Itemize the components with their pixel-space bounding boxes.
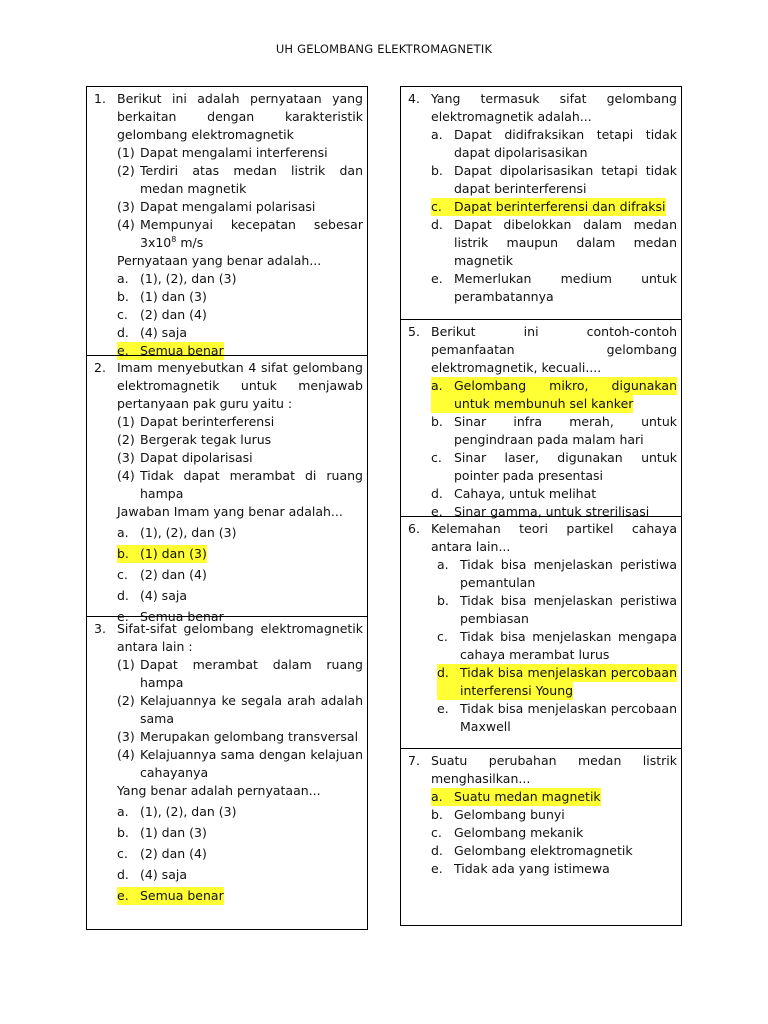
left-column [86,86,368,930]
text-line: magnetik [454,253,513,268]
text-line: Gelombang elektromagnetik [454,843,633,858]
text-line: Tidak bisa menjelaskan peristiwa [460,557,677,572]
answer-option[interactable] [431,485,677,503]
item-text [140,144,363,162]
question-stem-line: antara lain... [431,539,511,554]
item-text [460,700,677,736]
text-line: Tidak ada yang istimewa [454,861,610,876]
item-text [140,306,363,324]
text-line: Mempunyai kecepatan sebesar [140,217,363,232]
question-body [431,520,677,736]
answer-option[interactable] [431,162,677,198]
item-text [140,728,363,746]
item-text [140,803,363,821]
text-line: Tidak dapat merambat di ruang [140,468,363,483]
option-label: b. [437,593,449,608]
item-text [460,628,677,664]
question-row [408,323,677,521]
item-text [140,692,363,728]
answer-option[interactable] [117,803,363,821]
option-label: a. [431,788,454,806]
option-label: d. [117,867,129,882]
option-label: d. [431,217,443,232]
speed-base: 3x10 [140,235,172,250]
option-label: a. [117,525,129,540]
option-label: a. [431,127,443,142]
question-stem-line: Imam menyebutkan 4 sifat gelombang [117,360,363,375]
text-line: Gelombang bunyi [454,807,565,822]
question-stem-line: Kelemahan teori partikel cahaya [431,521,677,536]
right-column [400,86,682,926]
text-line: Dapat berinterferensi [140,414,275,429]
answer-option[interactable] [431,824,677,842]
item-text [454,270,677,306]
text-line: Kelajuannya ke segala arah adalah [140,693,363,708]
question-1 [87,87,367,358]
item-text [140,431,363,449]
text-line: dapat dipolarisasikan [454,145,588,160]
question-row [94,620,363,905]
question-row [94,359,363,626]
answer-option[interactable] [117,587,363,605]
option-label: b. [431,163,443,178]
question-body [117,620,363,905]
text-line: Suatu medan magnetik [454,789,601,804]
text-line: Dapat merambat dalam ruang [140,657,363,672]
statement-label: (3) [117,450,135,465]
item-text [454,788,677,806]
question-number: 4. [408,91,420,106]
text-line: Tidak bisa menjelaskan percobaan [460,701,677,716]
text-line: (4) saja [140,867,187,882]
answer-option[interactable] [431,842,677,860]
text-line: Bergerak tegak lurus [140,432,272,447]
answer-option[interactable] [117,824,363,842]
item-text [454,126,677,162]
text-line: Memerlukan medium untuk [454,271,677,286]
question-number: 1. [94,91,106,106]
item-text [140,162,363,198]
question-5 [401,319,681,519]
question-number: 5. [408,324,420,339]
question-stem-line: elektromagnetik adalah... [431,109,592,124]
question-stem-line: berkaitan dengan karakteristik [117,109,363,124]
answer-option[interactable] [431,806,677,824]
option-label: d. [117,325,129,340]
question-stem-line: Berikut ini adalah pernyataan yang [117,91,363,106]
text-line: pengindraan pada malam hari [454,432,644,447]
text-line: (2) dan (4) [140,846,207,861]
item-text [460,664,677,700]
text-line: hampa [140,675,184,690]
statement-label: (3) [117,199,135,214]
statement-item [117,728,363,746]
question-stem-line: menghasilkan... [431,771,531,786]
text-line: Semua benar [140,343,224,358]
option-label: e. [431,504,443,519]
question-number: 6. [408,521,420,536]
item-text [140,288,363,306]
answer-option[interactable] [117,324,363,342]
question-number: 7. [408,753,420,768]
statement-item [117,746,363,782]
text-line: Semua benar [140,888,224,903]
answer-option[interactable] [117,866,363,884]
text-line: perambatannya [454,289,554,304]
question-body [431,90,677,306]
option-label: d. [431,843,443,858]
item-text [454,449,677,485]
option-label: e. [431,271,443,286]
item-text [140,413,363,431]
statement-item [117,216,363,252]
option-label: e. [437,701,449,716]
option-label: d. [431,486,443,501]
question-2 [87,355,367,624]
text-line: Dapat mengalami polarisasi [140,199,316,214]
question-row [94,90,363,360]
option-label: c. [117,307,128,322]
question-row [408,752,677,878]
speed-exponent: 8 [171,234,177,244]
question-body [117,359,363,626]
item-text [454,216,677,270]
item-text [140,566,363,584]
item-text [140,824,363,842]
option-label: c. [437,629,448,644]
text-line: (4) saja [140,588,187,603]
option-label: e. [117,342,140,360]
statement-item [117,449,363,467]
statement-item [117,413,363,431]
item-text [140,656,363,692]
statement-item [117,692,363,728]
answer-option[interactable] [431,449,677,485]
question-body [431,323,677,521]
answer-option-highlighted[interactable] [431,788,677,806]
answer-option[interactable] [431,628,677,664]
answer-option-highlighted[interactable] [117,545,363,563]
statement-label: (3) [117,729,135,744]
item-text [140,324,363,342]
item-text [140,887,363,905]
option-label: a. [117,804,129,819]
item-text [454,162,677,198]
page-title: UH GELOMBANG ELEKTROMAGNETIK [275,42,493,56]
item-text [454,413,677,449]
text-line: Maxwell [460,719,511,734]
item-text [454,485,677,503]
text-line: (1), (2), dan (3) [140,525,237,540]
text-line: Tidak bisa menjelaskan peristiwa [460,593,677,608]
answer-option[interactable] [117,270,363,288]
statement-label: (4) [117,747,135,762]
question-stem-line: antara lain : [117,639,193,654]
item-text [460,556,677,592]
statement-label: (2) [117,163,135,178]
text-line: Dapat berinterferensi dan difraksi [454,199,666,214]
option-label: c. [117,846,128,861]
statement-label: (4) [117,468,135,483]
item-text [454,198,677,216]
answer-option[interactable] [431,270,677,306]
text-line: (1), (2), dan (3) [140,271,237,286]
question-stem-line: Sifat-sifat gelombang elektromagnetik [117,621,363,636]
statement-label: (1) [117,414,135,429]
answer-option-highlighted[interactable] [431,377,677,413]
question-stem-line: pemanfaatan gelombang [431,342,677,357]
item-text [140,746,363,782]
answer-option-highlighted[interactable] [117,887,363,905]
answer-option[interactable] [431,700,677,736]
item-text [454,842,677,860]
text-line: Kelajuannya sama dengan kelajuan [140,747,363,762]
question-prompt: Jawaban Imam yang benar adalah... [117,504,343,519]
option-label: b. [117,825,129,840]
answer-option[interactable] [117,845,363,863]
answer-option-highlighted[interactable] [431,664,677,700]
statement-label: (2) [117,432,135,447]
text-line: cahaya merambat lurus [460,647,610,662]
item-text [454,824,677,842]
text-line: Dapat didifraksikan tetapi tidak [454,127,677,142]
answer-option[interactable] [431,592,677,628]
statement-label: (1) [117,657,135,672]
item-text [140,545,363,563]
text-line: dapat berinterferensi [454,181,587,196]
statement-label: (2) [117,693,135,708]
text-line: (1) dan (3) [140,546,207,561]
text-line: pemantulan [460,575,536,590]
item-text [140,198,363,216]
option-label: d. [437,664,460,700]
text-line: Dapat dipolarisasi [140,450,253,465]
text-line: (1) dan (3) [140,289,207,304]
statement-item [117,144,363,162]
item-text [140,216,363,252]
option-label: a. [437,557,449,572]
statement-label: (4) [117,217,135,232]
text-line: Tidak bisa menjelaskan percobaan [460,665,677,680]
speed-value [140,234,363,252]
option-label: b. [117,545,140,563]
item-text [454,377,677,413]
answer-option[interactable] [117,306,363,324]
question-body [431,752,677,878]
item-text [140,587,363,605]
text-line: Merupakan gelombang transversal [140,729,359,744]
question-stem-line: elektromagnetik, kecuali.... [431,360,602,375]
text-line: pointer pada presentasi [454,468,604,483]
option-label: e. [117,887,140,905]
statement-item [117,162,363,198]
text-line: Sinar gamma, untuk strerilisasi [454,504,650,519]
text-line: Sinar infra merah, untuk [454,414,677,429]
question-6 [401,516,681,748]
answer-option[interactable] [431,413,677,449]
option-label: a. [117,271,129,286]
question-stem-line: Berikut ini contoh-contoh [431,324,677,339]
text-line: Cahaya, untuk melihat [454,486,597,501]
statement-label: (1) [117,145,135,160]
question-4 [401,87,681,319]
item-text [140,524,363,542]
text-line: Gelombang mikro, digunakan [454,378,677,393]
statement-item [117,198,363,216]
question-stem-line: gelombang elektromagnetik [117,127,294,142]
question-number: 2. [94,360,106,375]
question-row [408,520,677,736]
text-line: (2) dan (4) [140,567,207,582]
answer-option[interactable] [117,566,363,584]
text-line: Tidak bisa menjelaskan mengapa [460,629,677,644]
statement-item [117,656,363,692]
text-line: interferensi Young [460,683,574,698]
text-line: (4) saja [140,325,187,340]
answer-option[interactable] [431,126,677,162]
item-text [140,270,363,288]
statement-item [117,467,363,503]
item-text [454,806,677,824]
question-prompt: Pernyataan yang benar adalah... [117,253,322,268]
statement-item [117,431,363,449]
text-line: Sinar laser, digunakan untuk [454,450,677,465]
answer-option[interactable] [431,860,677,878]
option-label: c. [431,450,442,465]
option-label: c. [431,825,442,840]
answer-option[interactable] [117,288,363,306]
option-label: b. [431,414,443,429]
item-text [140,467,363,503]
question-7 [401,748,681,927]
option-label: e. [117,609,129,624]
text-line: listrik maupun dalam medan [454,235,677,250]
answer-option[interactable] [431,216,677,270]
question-row [408,90,677,306]
item-text [454,860,677,878]
item-text [140,449,363,467]
text-line: untuk membunuh sel kanker [454,396,634,411]
option-label: b. [117,289,129,304]
question-prompt: Yang benar adalah pernyataan... [117,783,321,798]
speed-unit: m/s [176,235,204,250]
question-stem-line: Suatu perubahan medan listrik [431,753,677,768]
item-text [140,845,363,863]
text-line: (1), (2), dan (3) [140,804,237,819]
option-label: b. [431,807,443,822]
text-line: pembiasan [460,611,529,626]
text-line: (2) dan (4) [140,307,207,322]
answer-option[interactable] [117,524,363,542]
text-line: cahayanya [140,765,209,780]
option-label: e. [431,861,443,876]
text-line: sama [140,711,175,726]
text-line: Semua benar [140,609,224,624]
option-label: c. [431,198,454,216]
question-stem-line: Yang termasuk sifat gelombang [431,91,677,106]
question-body [117,90,363,360]
item-text [140,866,363,884]
answer-option[interactable] [431,556,677,592]
text-line: hampa [140,486,184,501]
question-stem-line: elektromagnetik untuk menjawab [117,378,363,393]
text-line: Dapat dipolarisasikan tetapi tidak [454,163,677,178]
option-label: d. [117,588,129,603]
option-label: a. [431,377,454,413]
text-line: Gelombang mekanik [454,825,584,840]
text-line: medan magnetik [140,181,247,196]
answer-option-highlighted[interactable] [431,198,677,216]
question-number: 3. [94,621,106,636]
item-text [460,592,677,628]
text-line: Terdiri atas medan listrik dan [140,163,363,178]
text-line: Dapat mengalami interferensi [140,145,328,160]
text-line: Dapat dibelokkan dalam medan [454,217,677,232]
option-label: c. [117,567,128,582]
question-3 [87,616,367,931]
question-stem-line: pertanyaan pak guru yaitu : [117,396,293,411]
text-line: (1) dan (3) [140,825,207,840]
